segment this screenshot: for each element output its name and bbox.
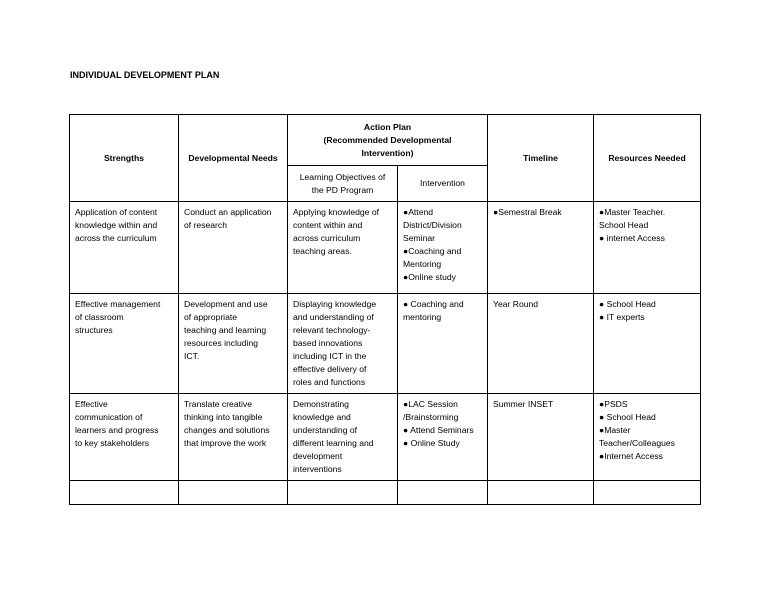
- header-action-plan-line: (Recommended Developmental: [323, 134, 452, 145]
- cell-line: effective delivery of: [293, 364, 367, 374]
- cell-resources: [594, 394, 701, 481]
- cell-line: roles and functions: [293, 377, 366, 387]
- cell-line: development: [293, 451, 343, 461]
- cell-line: School Head: [599, 220, 649, 230]
- cell-line: Applying knowledge of: [293, 207, 379, 217]
- cell-line: ●Online study: [403, 272, 456, 282]
- cell-line: of appropriate: [184, 312, 238, 322]
- cell-line: Application of content: [75, 207, 158, 217]
- cell-line: ● Attend Seminars: [403, 425, 474, 435]
- cell-learning-objectives: [288, 294, 398, 394]
- cell-line: resources including: [184, 338, 259, 348]
- cell-line: ●Coaching and: [403, 246, 462, 256]
- cell-line: understanding of: [293, 425, 358, 435]
- cell-line: relevant technology-: [293, 325, 371, 335]
- cell-strengths: [70, 294, 179, 394]
- header-learning-objectives-line: the PD Program: [311, 184, 374, 195]
- cell-line: of classroom: [75, 312, 124, 322]
- cell-line: content within and: [293, 220, 363, 230]
- cell-line: ●PSDS: [599, 399, 628, 409]
- cell-line: changes and solutions: [184, 425, 270, 435]
- cell-line: learners and progress: [75, 425, 159, 435]
- cell-learning-objectives: [288, 394, 398, 481]
- cell-timeline: [488, 202, 594, 294]
- cell-line: ● internet Access: [599, 233, 665, 243]
- header-intervention: Intervention: [398, 166, 488, 202]
- header-resources-needed: Resources Needed: [594, 115, 701, 202]
- cell-learning-objectives: [288, 202, 398, 294]
- table-row: [70, 294, 701, 394]
- header-action-plan: [288, 115, 488, 166]
- cell-line: ICT.: [184, 351, 200, 361]
- cell-line: ● IT experts: [599, 312, 645, 322]
- cell-line: /Brainstorming: [403, 412, 459, 422]
- cell-line: knowledge within and: [75, 220, 158, 230]
- cell-line: that improve the work: [184, 438, 267, 448]
- table-row: [70, 394, 701, 481]
- cell-line: ●Master: [599, 425, 631, 435]
- cell-line: interventions: [293, 464, 342, 474]
- empty-cell: [594, 481, 701, 505]
- cell-developmental-needs: [179, 202, 288, 294]
- cell-line: Translate creative: [184, 399, 252, 409]
- cell-line: Year Round: [493, 299, 539, 309]
- header-learning-objectives-line: Learning Objectives of: [299, 171, 386, 182]
- cell-line: thinking into tangible: [184, 412, 263, 422]
- empty-cell: [179, 481, 288, 505]
- empty-cell: [488, 481, 594, 505]
- table-row: [70, 202, 701, 294]
- cell-line: mentoring: [403, 312, 442, 322]
- cell-line: ● School Head: [599, 299, 656, 309]
- cell-line: structures: [75, 325, 113, 335]
- cell-line: ●Master Teacher.: [599, 207, 666, 217]
- header-action-plan-line: Intervention): [361, 147, 414, 158]
- header-strengths: Strengths: [70, 115, 179, 202]
- cell-line: ●Internet Access: [599, 451, 663, 461]
- cell-line: Teacher/Colleagues: [599, 438, 675, 448]
- cell-line: ●Attend: [403, 207, 434, 217]
- cell-line: ● Online Study: [403, 438, 460, 448]
- empty-table-row: [70, 481, 701, 505]
- empty-cell: [288, 481, 398, 505]
- cell-line: teaching areas.: [293, 246, 352, 256]
- cell-line: Demonstrating: [293, 399, 349, 409]
- cell-developmental-needs: [179, 294, 288, 394]
- cell-line: ● Coaching and: [403, 299, 464, 309]
- cell-timeline: [488, 294, 594, 394]
- cell-line: Summer INSET: [493, 399, 554, 409]
- cell-timeline: [488, 394, 594, 481]
- cell-line: across the curriculum: [75, 233, 157, 243]
- header-action-plan-line: Action Plan: [363, 121, 412, 132]
- cell-line: Development and use: [184, 299, 268, 309]
- document-title: INDIVIDUAL DEVELOPMENT PLAN: [70, 70, 220, 80]
- cell-line: based innovations: [293, 338, 363, 348]
- cell-intervention: [398, 394, 488, 481]
- header-developmental-needs: Developmental Needs: [179, 115, 288, 202]
- header-learning-objectives: [288, 166, 398, 202]
- cell-line: Conduct an application: [184, 207, 272, 217]
- cell-line: Effective management: [75, 299, 161, 309]
- cell-strengths: [70, 202, 179, 294]
- empty-cell: [70, 481, 179, 505]
- cell-line: Effective: [75, 399, 108, 409]
- cell-line: Mentoring: [403, 259, 442, 269]
- cell-resources: [594, 294, 701, 394]
- cell-line: to key stakeholders: [75, 438, 150, 448]
- cell-line: of research: [184, 220, 227, 230]
- cell-intervention: [398, 202, 488, 294]
- cell-intervention: [398, 294, 488, 394]
- empty-cell: [398, 481, 488, 505]
- cell-line: ● School Head: [599, 412, 656, 422]
- development-plan-table: [69, 114, 701, 505]
- header-timeline: Timeline: [488, 115, 594, 202]
- cell-line: communication of: [75, 412, 143, 422]
- cell-line: different learning and: [293, 438, 374, 448]
- cell-line: including ICT in the: [293, 351, 367, 361]
- cell-line: across curriculum: [293, 233, 361, 243]
- cell-line: teaching and learning: [184, 325, 267, 335]
- cell-line: knowledge and: [293, 412, 351, 422]
- cell-line: District/Division: [403, 220, 462, 230]
- cell-developmental-needs: [179, 394, 288, 481]
- cell-line: ●LAC Session: [403, 399, 458, 409]
- cell-strengths: [70, 394, 179, 481]
- cell-resources: [594, 202, 701, 294]
- cell-line: ●Semestral Break: [493, 207, 562, 217]
- cell-line: Seminar: [403, 233, 435, 243]
- cell-line: and understanding of: [293, 312, 374, 322]
- cell-line: Displaying knowledge: [293, 299, 377, 309]
